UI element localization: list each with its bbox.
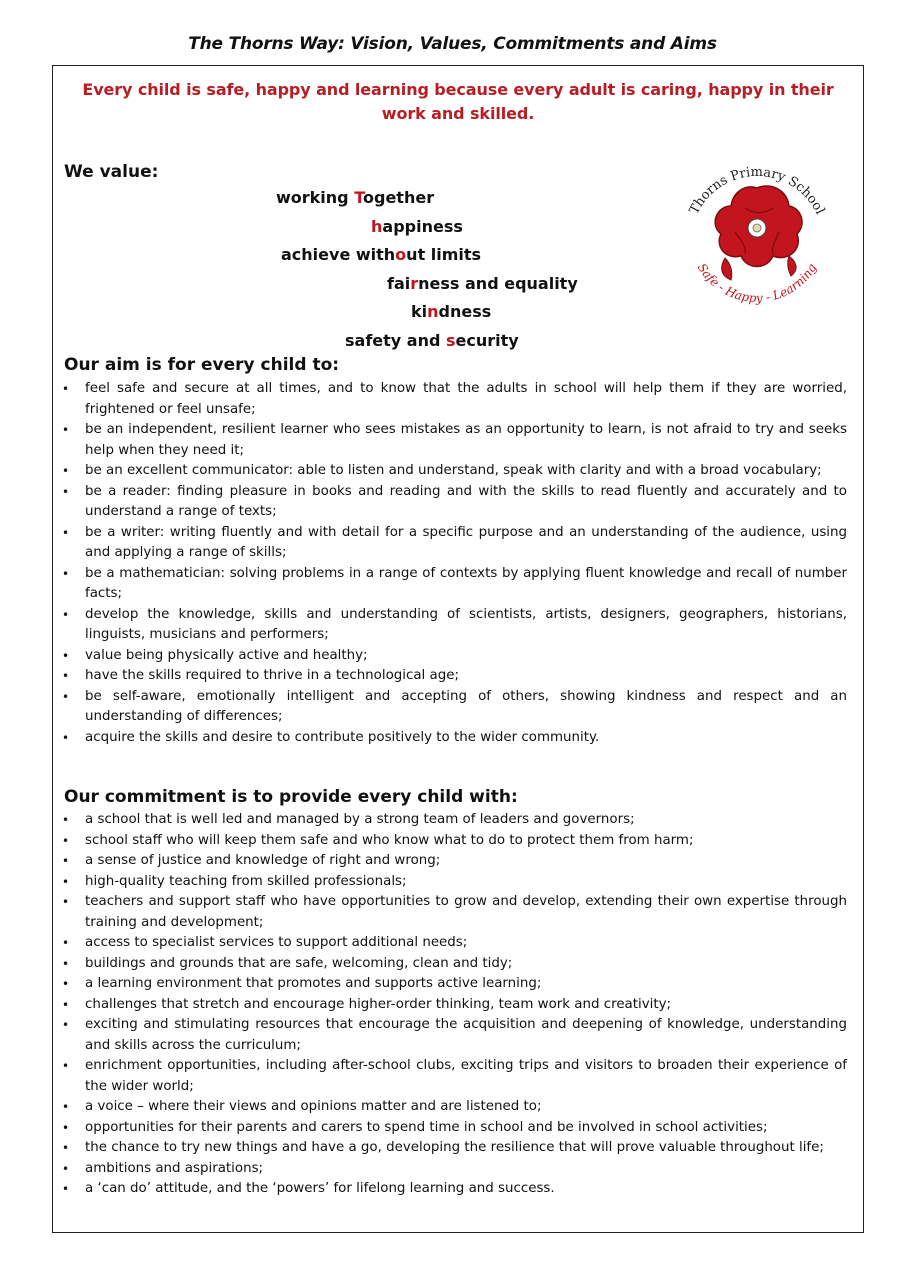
list-item: • teachers and support staff who have opportunities to grow and develop, extending their own expertise through training and development; <box>53 892 863 933</box>
list-item: • feel safe and secure at all times, and to know that the adults in school will help them if they are worried, frightened or feel unsafe; <box>53 379 863 420</box>
red-rose-icon <box>715 186 802 280</box>
value-text: dness <box>438 302 492 321</box>
value-text: ki <box>411 302 428 321</box>
list-item: • a sense of justice and knowledge of right and wrong; <box>53 851 863 872</box>
list-item: • opportunities for their parents and carers to spend time in school and be involved in school activities; <box>53 1118 863 1139</box>
list-item: • a school that is well led and managed by a strong team of leaders and governors; <box>53 810 863 831</box>
value-initial: h <box>371 217 383 236</box>
list-item: • develop the knowledge, skills and understanding of scientists, artists, designers, geographers, historians, linguists, musicians and performers; <box>53 605 863 646</box>
commitment-heading: Our commitment is to provide every child with: <box>64 787 518 807</box>
value-text: ut limits <box>406 245 482 264</box>
value-initial: s <box>446 331 456 350</box>
list-item: • the chance to try new things and have a go, developing the resilience that will prove valuable throughout life; <box>53 1138 863 1159</box>
value-security <box>345 331 905 350</box>
list-item: • be an independent, resilient learner who sees mistakes as an opportunity to learn, is not afraid to try and seeks help when they need it; <box>53 420 863 461</box>
aims-heading: Our aim is for every child to: <box>64 355 340 375</box>
value-text: ecurity <box>455 331 519 350</box>
logo-school-name: Thorns Primary School <box>686 164 828 217</box>
list-item: • challenges that stretch and encourage higher-order thinking, team work and creativity; <box>53 995 863 1016</box>
value-text: ness and equality <box>418 274 578 293</box>
list-item: • access to specialist services to support additional needs; <box>53 933 863 954</box>
list-item: • school staff who will keep them safe and who know what to do to protect them from harm; <box>53 831 863 852</box>
value-initial: n <box>427 302 439 321</box>
aims-list <box>53 379 863 748</box>
logo-motto: Safe - Happy - Learning <box>694 260 820 306</box>
vision-statement: Every child is safe, happy and learning because every adult is caring, happy in their work and skilled. <box>82 80 834 123</box>
list-item: • be a mathematician: solving problems in a range of contexts by applying fluent knowledge and recall of number facts; <box>53 564 863 605</box>
list-item: • be a writer: writing fluently and with detail for a specific purpose and an understanding of the audience, using and applying a range of skills; <box>53 523 863 564</box>
value-text: safety and <box>345 331 446 350</box>
value-text: ogether <box>363 188 435 207</box>
list-item: • a ‘can do’ attitude, and the ‘powers’ for lifelong learning and success. <box>53 1179 863 1200</box>
value-initial: r <box>410 274 419 293</box>
list-item: • be an excellent communicator: able to listen and understand, speak with clarity and with a broad vocabulary; <box>53 461 863 482</box>
value-text: working <box>276 188 355 207</box>
school-logo <box>675 154 839 318</box>
list-item: • a learning environment that promotes and supports active learning; <box>53 974 863 995</box>
list-item: • ambitions and aspirations; <box>53 1159 863 1180</box>
value-text: achieve with <box>281 245 396 264</box>
list-item: • acquire the skills and desire to contribute positively to the wider community. <box>53 728 863 749</box>
value-initial: T <box>354 188 363 207</box>
page-title: The Thorns Way: Vision, Values, Commitments and Aims <box>188 34 717 54</box>
list-item: • enrichment opportunities, including after-school clubs, exciting trips and visitors to broaden their experience of the wider world; <box>53 1056 863 1097</box>
list-item: • exciting and stimulating resources that encourage the acquisition and deepening of knowledge, understanding and skills across the curriculum; <box>53 1015 863 1056</box>
value-text: appiness <box>382 217 463 236</box>
list-item: • buildings and grounds that are safe, welcoming, clean and tidy; <box>53 954 863 975</box>
list-item: • be self-aware, emotionally intelligent and accepting of others, showing kindness and respect and an understanding of differences; <box>53 687 863 728</box>
list-item: • high-quality teaching from skilled professionals; <box>53 872 863 893</box>
commitment-list <box>53 810 863 1200</box>
content-frame <box>52 65 864 1233</box>
values-heading: We value: <box>64 162 159 182</box>
list-item: • be a reader: finding pleasure in books and reading and with the skills to read fluently and accurately and to understand a range of texts; <box>53 482 863 523</box>
value-text: fai <box>387 274 411 293</box>
list-item: • a voice – where their views and opinions matter and are listened to; <box>53 1097 863 1118</box>
list-item: • have the skills required to thrive in a technological age; <box>53 666 863 687</box>
list-item: • value being physically active and healthy; <box>53 646 863 667</box>
value-initial: o <box>395 245 407 264</box>
